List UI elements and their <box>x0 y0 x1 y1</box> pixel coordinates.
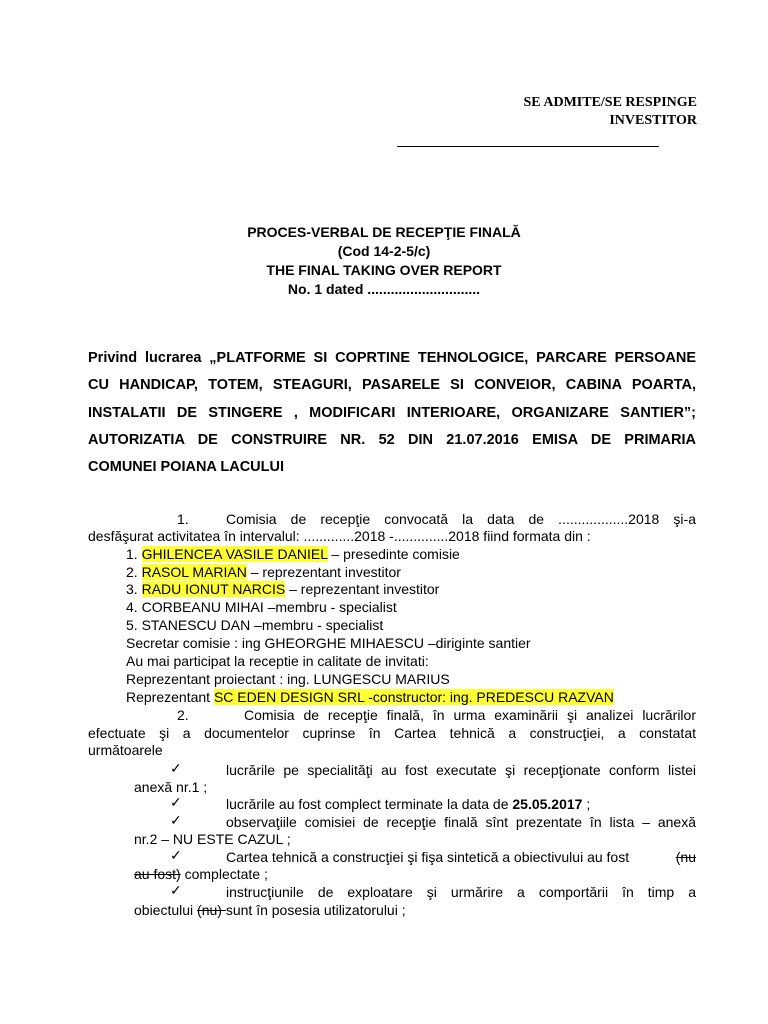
finding-e-end: sunt în posesia utilizatorului ; <box>225 902 406 918</box>
finding-a-line-1: lucrările pe specialităţi au fost executate şi recepţionate conform listei <box>226 762 696 778</box>
member-name: GHILENCEA VASILE DANIEL <box>141 546 328 562</box>
document-number: No. 1 dated ............................. <box>287 281 481 297</box>
member-role: –membru - specialist <box>263 599 397 615</box>
member-role: –membru - specialist <box>250 617 384 633</box>
member-role: – presedinte comisie <box>327 546 460 562</box>
finding-d-text: Cartea tehnică a construcţiei şi fişa sintetică a obiectivului au fost <box>226 849 630 865</box>
finding-e-line-1: instrucţiunile de exploatare şi urmărire a comportării în timp a <box>226 884 696 900</box>
finding-e-strike: (nu) <box>197 902 226 918</box>
investor-line: INVESTITOR <box>609 113 697 128</box>
member-2 <box>126 564 401 580</box>
member-number: 2. <box>126 564 138 580</box>
finding-b-text: lucrările au fost complect terminate la data de <box>226 796 513 812</box>
document-title-en: THE FINAL TAKING OVER REPORT <box>266 262 502 278</box>
subject-line-4: AUTORIZATIA DE CONSTRUIRE NR. 52 DIN 21.07.2016 EMISA DE PRIMARIA <box>88 432 696 448</box>
check-icon: ✓ <box>170 882 182 898</box>
finding-d-line-2 <box>134 866 268 882</box>
finding-c-line-1: observaţiile comisiei de recepţie finală sînt prezentate în lista – anexă <box>226 814 696 830</box>
member-name: RADU IONUT NARCIS <box>141 581 286 597</box>
member-name: STANESCU DAN <box>141 617 251 633</box>
contractor-prefix: Reprezentant <box>126 689 214 705</box>
subject-line-5: COMUNEI POIANA LACULUI <box>88 459 285 475</box>
subject-line-2: CU HANDICAP, TOTEM, STEAGURI, PASARELE SI CONVEIOR, CABINA POARTA, <box>88 377 696 393</box>
member-number: 4. <box>126 599 138 615</box>
finding-e-line-2 <box>134 902 406 918</box>
section-2-line-2: efectuate şi a documentelor cuprinse în Cartea tehnică a construcţiei, a constatat <box>88 725 696 741</box>
document-title: PROCES-VERBAL DE RECEPŢIE FINALĂ <box>247 224 521 240</box>
member-name: CORBEANU MIHAI <box>141 599 264 615</box>
finding-d-end: complectate ; <box>180 866 268 882</box>
document-code: (Cod 14-2-5/c) <box>337 243 431 259</box>
section-2-line-1: Comisia de recepţie finală, în urma examinării şi analizei lucrărilor <box>244 707 696 723</box>
finding-a-line-2: anexă nr.1 ; <box>134 779 208 795</box>
commission-secretary: Secretar comisie : ing GHEORGHE MIHAESCU –diriginte santier <box>126 635 531 651</box>
subject-line-1: Privind lucrarea „PLATFORME SI COPRTINE TEHNOLOGICE, PARCARE PERSOANE <box>88 350 696 366</box>
finding-b-end: ; <box>582 796 591 812</box>
section-2-line-3: următoarele <box>88 742 163 758</box>
finding-c-line-2: nr.2 – NU ESTE CAZUL ; <box>134 831 291 847</box>
member-role: – reprezentant investitor <box>246 564 401 580</box>
finding-d-line-1 <box>226 849 696 865</box>
member-role: – reprezentant investitor <box>285 581 440 597</box>
member-number: 1. <box>126 546 138 562</box>
finding-d-strike-2: au fost) <box>134 866 181 882</box>
check-icon: ✓ <box>170 847 182 863</box>
contractor-name: SC EDEN DESIGN SRL -constructor: ing. PREDESCU RAZVAN <box>213 689 614 705</box>
finding-e-start: obiectului <box>134 902 198 918</box>
member-number: 3. <box>126 581 138 597</box>
finding-d-strike-1: (nu <box>675 849 696 865</box>
section-1-line-1: Comisia de recepţie convocată la data de ..................2018 şi-a <box>226 511 696 527</box>
subject-line-3: INSTALATII DE STINGERE , MODIFICARI INTERIOARE, ORGANIZARE SANTIER”; <box>88 405 696 421</box>
member-1 <box>126 546 460 562</box>
section-2-number: 2. <box>177 707 189 723</box>
member-5 <box>126 617 383 633</box>
check-icon: ✓ <box>170 760 182 776</box>
check-icon: ✓ <box>170 812 182 828</box>
section-1-number: 1. <box>177 511 189 527</box>
signature-line <box>397 146 659 147</box>
invited-participants: Au mai participat la receptie in calitate de invitati: <box>126 653 429 669</box>
completion-date: 25.05.2017 <box>512 796 583 812</box>
check-icon: ✓ <box>170 794 182 810</box>
approval-line: SE ADMITE/SE RESPINGE <box>523 95 697 110</box>
member-4 <box>126 599 397 615</box>
member-name: RASOL MARIAN <box>141 564 247 580</box>
member-number: 5. <box>126 617 138 633</box>
designer-representative: Reprezentant proiectant : ing. LUNGESCU MARIUS <box>126 671 450 687</box>
member-3 <box>126 581 439 597</box>
section-1-line-2: desfăşurat activitatea în intervalul: .............2018 -..............2018 fiind formata din : <box>88 528 591 544</box>
finding-b <box>226 796 590 812</box>
contractor-representative <box>126 689 614 705</box>
